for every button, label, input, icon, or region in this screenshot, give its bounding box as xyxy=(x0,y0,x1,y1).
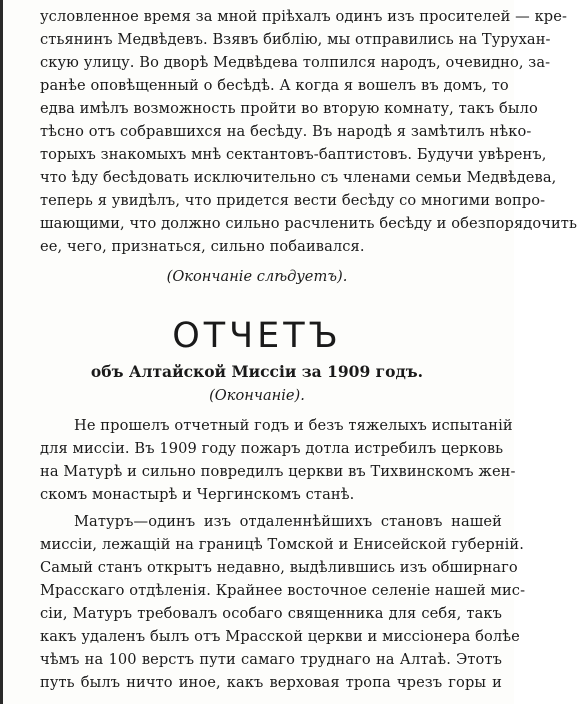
text-line: торыхъ знакомыхъ мнѣ сектантовъ-баптистовъ. Будучи увѣренъ, xyxy=(40,146,547,163)
text-line: на Матурѣ и сильно повредилъ церкви въ Тихвинскомъ жен- xyxy=(40,463,516,480)
text-line: шающими, что должно сильно расчленить бесѣду и обезпорядочить xyxy=(40,215,577,232)
text-line: тѣсно отъ собравшихся на бесѣду. Въ народѣ я замѣтилъ нѣко- xyxy=(40,123,532,140)
continued-note: (Окончаніе слѣдуетъ). xyxy=(166,268,348,285)
text-line: Не прошелъ отчетный годъ и безъ тяжелыхъ испытаній xyxy=(74,417,513,434)
text-line: едва имѣлъ возможность пройти во вторую комнату, такъ было xyxy=(40,100,538,117)
article-subtitle: объ Алтайской Миссіи за 1909 годъ. xyxy=(90,362,424,381)
text-line: для миссіи. Въ 1909 году пожаръ дотла истребилъ церковь xyxy=(40,440,504,457)
text-line: что ѣду бесѣдовать исключительно съ членами семьи Медвѣдева, xyxy=(40,169,557,186)
article-title: ОТЧЕТЪ xyxy=(172,316,342,356)
text-line: миссіи, лежащій на границѣ Томской и Енисейской губерній. xyxy=(40,536,524,553)
text-line: сіи, Матуръ требовалъ особаго священника для себя, такъ xyxy=(40,605,502,622)
text-line: ранѣе оповѣщенный о бесѣдѣ. А когда я вошелъ въ домъ, то xyxy=(40,77,509,94)
text-line: путь былъ ничто иное, какъ верховая тропа чрезъ горы и xyxy=(40,674,502,691)
text-line: скомъ монастырѣ и Чергинскомъ станѣ. xyxy=(40,486,355,503)
text-line: стьянинъ Медвѣдевъ. Взявъ библію, мы отправились на Турухан- xyxy=(40,31,551,48)
text-line: Мрасскаго отдѣленія. Крайнее восточное селеніе нашей мис- xyxy=(40,582,526,599)
text-line: теперь я увидѣлъ, что придется вести бесѣду со многими вопро- xyxy=(40,192,546,209)
text-line: Самый станъ открытъ недавно, выдѣлившись изъ обширнаго xyxy=(40,559,518,576)
text-line: какъ удаленъ былъ отъ Мрасской церкви и миссіонера болѣе xyxy=(40,628,520,645)
article-subnote: (Окончаніе). xyxy=(209,387,305,404)
text-line: скую улицу. Во дворѣ Медвѣдева толпился народъ, очевидно, за- xyxy=(40,54,551,71)
section-divider xyxy=(30,303,500,304)
text-line: чѣмъ на 100 верстъ пути самаго труднаго на Алтаѣ. Этотъ xyxy=(40,651,502,668)
text-line: Матуръ—одинъ изъ отдаленнѣйшихъ становъ нашей xyxy=(74,513,502,530)
text-line: ее, чего, признаться, сильно побаивался. xyxy=(40,238,365,255)
text-line: условленное время за мной пріѣхалъ одинъ изъ просителей — кре- xyxy=(40,8,567,25)
